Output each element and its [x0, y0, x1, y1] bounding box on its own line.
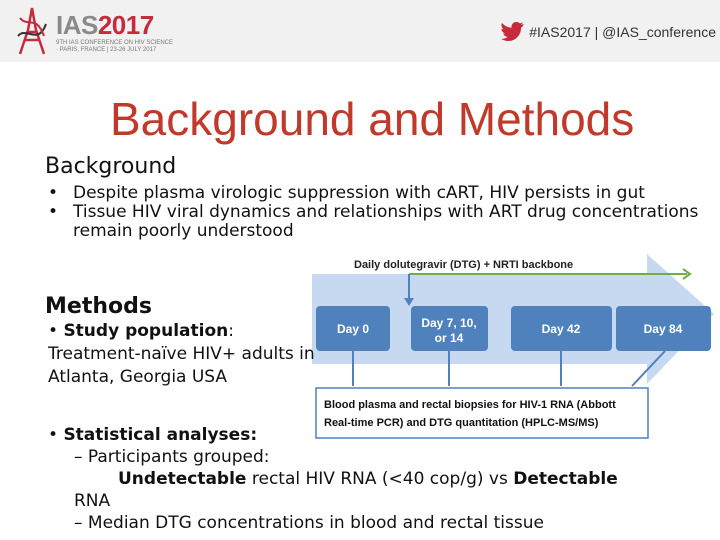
study-timeline-diagram [312, 254, 717, 444]
slide-title: Background and Methods [110, 93, 635, 145]
logo-wordmark: IAS2017 [56, 10, 154, 40]
day-label: Day 42 [541, 322, 581, 336]
sub-bullet-text: Participants grouped: [87, 447, 270, 467]
day-label: Day 7, 10, [421, 316, 477, 330]
social-handle [501, 22, 716, 42]
eiffel-tower-icon [12, 6, 52, 56]
social-text: #IAS2017 | @IAS_conference [529, 24, 716, 40]
day-label: Day 84 [643, 322, 683, 336]
sub-bullet-text: Median DTG concentrations in blood and rectal tissue [87, 513, 544, 533]
study-population: • Study population: Treatment-naïve HIV+ adults in Atlanta, Georgia USA [48, 321, 315, 387]
regimen-label: Daily dolutegravir (DTG) + NRTI backbone [354, 259, 574, 271]
study-population-label: Study population [63, 321, 229, 341]
list-item: • Despite plasma virologic suppression with cART, HIV persists in gut [48, 183, 645, 203]
day-label: Day 0 [336, 322, 370, 336]
bullet-text: Despite plasma virologic suppression with cART, HIV persists in gut [73, 183, 645, 203]
background-heading: Background [45, 154, 177, 179]
background-bullets [48, 184, 708, 241]
day-label: or 14 [434, 331, 464, 345]
logo-subtitle: 9TH IAS CONFERENCE ON HIV SCIENCE · PARIS, FRANCE | 23-26 JULY 2017 [56, 40, 174, 53]
twitter-bird-icon [501, 22, 525, 42]
bullet-text: Tissue HIV viral dynamics and relationships with ART drug concentrations remain poorly understood [73, 202, 699, 241]
stats-label: Statistical analyses: [63, 425, 258, 445]
sampling-label: Real-time PCR) and DTG quantitation (HPLC-MS/MS) [324, 417, 599, 429]
conference-header [0, 0, 720, 62]
statistical-analyses: • Statistical analyses: – Participants grouped: Undetectable rectal HIV RNA (<40 cop/g) vs Detectable RNA – Median DTG concentrations in blood and rectal tissue [48, 425, 618, 533]
study-population-text: Treatment-naïve HIV+ adults in Atlanta, Georgia USA [48, 344, 315, 387]
methods-heading: Methods [45, 294, 152, 319]
sampling-label: Blood plasma and rectal biopsies for HIV-1 RNA (Abbott [324, 399, 616, 411]
list-item: • Tissue HIV viral dynamics and relationships with ART drug concentrations remain poorly understood [48, 202, 699, 241]
conference-logo [8, 6, 188, 56]
